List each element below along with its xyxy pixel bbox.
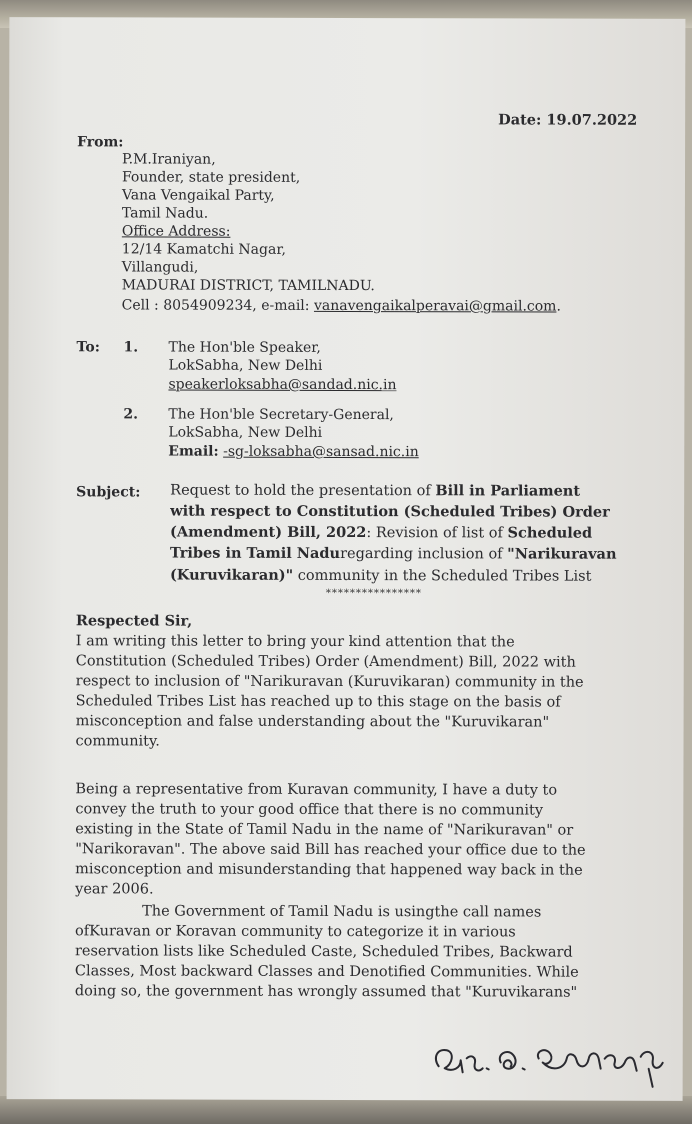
subject-text-5b: community in the Scheduled Tribes List: [293, 567, 592, 585]
para1-line-6: community.: [75, 733, 160, 750]
office-address-label: Office Address:: [121, 223, 231, 240]
para3-line-4: Classes, Most backward Classes and Denotified Communities. While: [74, 963, 579, 981]
subject-text-5a: (Kuruvikaran)": [169, 566, 294, 584]
para3-line-5: doing so, the government has wrongly assumed that "Kuruvikarans": [74, 983, 578, 1001]
sender-name: P.M.Iraniyan,: [122, 151, 216, 168]
recipient-2-place: LokSabha, New Delhi: [168, 424, 323, 441]
subject-label: Subject:: [76, 484, 141, 501]
para2-line-4: "Narikoravan". The above said Bill has reached your office due to the: [75, 841, 586, 859]
email-label: Email:: [168, 443, 219, 460]
handwritten-signature: [427, 1028, 677, 1099]
recipient-1-title: The Hon'ble Speaker,: [168, 339, 321, 356]
para1-line-4: Scheduled Tribes List has reached up to this stage on the basis of: [75, 693, 561, 711]
subject-line-1: [170, 481, 658, 503]
para3-line-1: The Government of Tamil Nadu is usingthe call names: [142, 903, 542, 921]
para3-line-3: reservation lists like Scheduled Caste, Scheduled Tribes, Backward: [74, 943, 573, 961]
para2-line-1: Being a representative from Kuravan community, I have a duty to: [75, 781, 558, 799]
letter-page: [7, 17, 686, 1101]
subject-text-4a: Tribes in Tamil Nadu: [169, 544, 341, 562]
recipient-1-number: 1.: [123, 339, 139, 356]
salutation: Respected Sir,: [75, 612, 193, 630]
para2-line-6: year 2006.: [75, 881, 154, 898]
subject-text-3c: Scheduled: [507, 524, 593, 542]
recipient-2-number: 2.: [123, 406, 139, 423]
sender-state: Tamil Nadu.: [121, 205, 209, 222]
recipient-1-email-link[interactable]: speakerloksabha@sandad.nic.in: [168, 376, 397, 394]
para3-line-2: ofKuravan or Koravan community to categorize it in various: [75, 923, 516, 941]
subject-text-4b: regarding inclusion of: [340, 545, 508, 563]
subject-line-5: [170, 566, 592, 587]
sender-position: Founder, state president,: [121, 169, 301, 186]
para1-line-1: I am writing this letter to bring your kind attention that the: [75, 633, 515, 651]
to-label: To:: [76, 339, 100, 356]
sender-email-link[interactable]: vanavengaikalperavai@gmail.com: [313, 297, 557, 315]
para1-line-5: misconception and false understanding about the "Kuruvikaran": [75, 713, 550, 731]
from-label: From:: [77, 134, 124, 151]
subject-text-4c: "Narikuravan: [507, 545, 617, 563]
subject-divider-stars: ****************: [325, 587, 422, 600]
para1-line-2: Constitution (Scheduled Tribes) Order (Amendment) Bill, 2022 with: [75, 653, 576, 671]
subject-line-2: with respect to Constitution (Scheduled Tribes) Order: [170, 502, 610, 521]
recipient-2-email-link[interactable]: -sg-loksabha@sansad.nic.in: [223, 443, 419, 461]
recipient-1-place: LokSabha, New Delhi: [168, 357, 323, 374]
para2-line-5: misconception and misunderstanding that happened way back in the: [75, 861, 583, 879]
cell-number: Cell : 8054909234, e-mail:: [121, 297, 314, 314]
letter-date: Date: 19.07.2022: [498, 111, 638, 129]
sender-party: Vana Vengaikal Party,: [121, 187, 275, 204]
recipient-2-email-line: [168, 442, 419, 463]
address-line-1: 12/14 Kamatchi Nagar,: [121, 241, 286, 258]
subject-text-3b: : Revision of list of: [366, 525, 508, 542]
subject-text-1a: Request to hold the presentation of: [170, 482, 436, 500]
cell-suffix: .: [556, 298, 561, 315]
recipient-2-title: The Hon'ble Secretary-General,: [168, 406, 394, 424]
address-line-3: MADURAI DISTRICT, TAMILNADU.: [121, 277, 375, 295]
subject-text-1b: Bill in Parliament: [435, 482, 581, 500]
address-line-2: Villangudi,: [121, 259, 199, 276]
para1-line-3: respect to inclusion of "Narikuravan (Kuruvikaran) community in the: [75, 673, 584, 691]
subject-line-4: [170, 544, 658, 566]
subject-text-3a: (Amendment) Bill, 2022: [170, 523, 367, 542]
para2-line-3: existing in the State of Tamil Nadu in the name of "Narikuravan" or: [75, 821, 574, 839]
para2-line-2: convey the truth to your good office that there is no community: [75, 801, 544, 819]
subject-line-3: [170, 523, 658, 545]
contact-line: [122, 295, 561, 316]
